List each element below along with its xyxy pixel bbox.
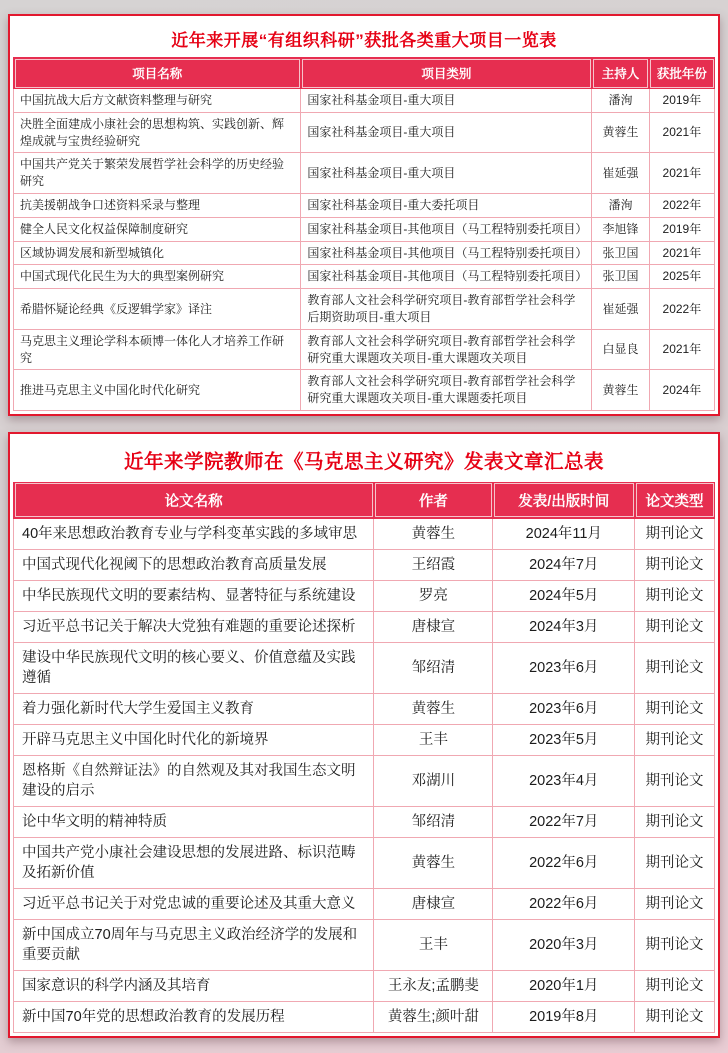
- table-cell: 2023年4月: [493, 755, 635, 806]
- table-cell: 黄蓉生: [592, 370, 649, 411]
- table-cell: 2021年: [649, 112, 714, 153]
- table-row: [14, 611, 715, 642]
- table-cell: 2023年6月: [493, 693, 635, 724]
- table-cell: 国家社科基金项目-重大项目: [301, 153, 592, 194]
- table-row: [14, 806, 715, 837]
- table-cell: 王永友;孟鹏斐: [374, 970, 493, 1001]
- table-cell: 2024年: [649, 370, 714, 411]
- header-row: [14, 482, 715, 518]
- table-row: [14, 837, 715, 888]
- table-cell: 黄蓉生: [374, 837, 493, 888]
- table-cell: 2019年8月: [493, 1001, 635, 1032]
- table-cell: 崔延强: [592, 153, 649, 194]
- table-cell: 马克思主义理论学科本硕博一体化人才培养工作研究: [14, 329, 301, 370]
- table-cell: 教育部人文社会科学研究项目-教育部哲学社会科学研究重大课题攻关项目-重大课题委托项目: [301, 370, 592, 411]
- table-cell: 2023年5月: [493, 724, 635, 755]
- table-row: [14, 217, 715, 241]
- table-cell: 期刊论文: [635, 642, 715, 693]
- table-cell: 健全人民文化权益保障制度研究: [14, 217, 301, 241]
- table-cell: 40年来思想政治教育专业与学科变革实践的多域审思: [14, 518, 374, 549]
- table-cell: 期刊论文: [635, 888, 715, 919]
- table-cell: 中国共产党关于繁荣发展哲学社会科学的历史经验研究: [14, 153, 301, 194]
- table-cell: 唐棣宣: [374, 611, 493, 642]
- table-cell: 国家社科基金项目-其他项目（马工程特别委托项目）: [301, 241, 592, 265]
- table-row: [14, 241, 715, 265]
- table-cell: 李旭锋: [592, 217, 649, 241]
- table-cell: 抗美援朝战争口述资料采录与整理: [14, 193, 301, 217]
- table-cell: 期刊论文: [635, 970, 715, 1001]
- table-cell: 黄蓉生: [592, 112, 649, 153]
- projects-table-body: [14, 89, 715, 411]
- table-cell: 期刊论文: [635, 724, 715, 755]
- table-cell: 习近平总书记关于对党忠诚的重要论述及其重大意义: [14, 888, 374, 919]
- table-cell: 建设中华民族现代文明的核心要义、价值意蕴及实践遵循: [14, 642, 374, 693]
- table-cell: 2022年: [649, 289, 714, 330]
- table-row: [14, 642, 715, 693]
- projects-table-title: 近年来开展“有组织科研”获批各类重大项目一览表: [171, 31, 557, 50]
- table-cell: 推进马克思主义中国化时代化研究: [14, 370, 301, 411]
- table-cell: 邹绍清: [374, 642, 493, 693]
- table-row: [14, 89, 715, 113]
- articles-table-body: [14, 518, 715, 1032]
- table-cell: 黄蓉生;颜叶甜: [374, 1001, 493, 1032]
- table-cell: 国家社科基金项目-其他项目（马工程特别委托项目）: [301, 265, 592, 289]
- table-row: [14, 518, 715, 549]
- table-cell: 2020年3月: [493, 919, 635, 970]
- table-row: [14, 693, 715, 724]
- table-cell: 2022年7月: [493, 806, 635, 837]
- table-cell: 期刊论文: [635, 549, 715, 580]
- table-cell: 张卫国: [592, 265, 649, 289]
- table-cell: 期刊论文: [635, 919, 715, 970]
- table-cell: 2023年6月: [493, 642, 635, 693]
- table-cell: 决胜全面建成小康社会的思想构筑、实践创新、辉煌成就与宝贵经验研究: [14, 112, 301, 153]
- table-cell: 2022年6月: [493, 888, 635, 919]
- table-cell: 黄蓉生: [374, 518, 493, 549]
- table-cell: 新中国成立70周年与马克思主义政治经济学的发展和重要贡献: [14, 919, 374, 970]
- table-cell: 习近平总书记关于解决大党独有难题的重要论述探析: [14, 611, 374, 642]
- header-row: [14, 58, 715, 89]
- table-cell: 国家社科基金项目-重大委托项目: [301, 193, 592, 217]
- table-cell: 中国共产党小康社会建设思想的发展进路、标识范畴及拓新价值: [14, 837, 374, 888]
- table-cell: 教育部人文社会科学研究项目-教育部哲学社会科学后期资助项目-重大项目: [301, 289, 592, 330]
- table-cell: 王绍霞: [374, 549, 493, 580]
- table-row: [14, 919, 715, 970]
- articles-table-header: [14, 482, 715, 518]
- table-cell: 2024年3月: [493, 611, 635, 642]
- table-cell: 王丰: [374, 919, 493, 970]
- table-row: [14, 724, 715, 755]
- table-cell: 国家社科基金项目-重大项目: [301, 112, 592, 153]
- table-cell: 着力强化新时代大学生爱国主义教育: [14, 693, 374, 724]
- table-cell: 中国抗战大后方文献资料整理与研究: [14, 89, 301, 113]
- table-cell: 希腊怀疑论经典《反逻辑学家》译注: [14, 289, 301, 330]
- table-cell: 王丰: [374, 724, 493, 755]
- column-header-paper-type: 论文类型: [635, 482, 715, 518]
- projects-card: [8, 14, 720, 416]
- table-cell: 期刊论文: [635, 580, 715, 611]
- table-row: [14, 329, 715, 370]
- table-row: [14, 970, 715, 1001]
- table-row: [14, 1001, 715, 1032]
- table-cell: 恩格斯《自然辩证法》的自然观及其对我国生态文明建设的启示: [14, 755, 374, 806]
- articles-table: [13, 482, 715, 1033]
- table-row: [14, 755, 715, 806]
- table-cell: 期刊论文: [635, 755, 715, 806]
- table-cell: 潘洵: [592, 193, 649, 217]
- projects-table-header: [14, 58, 715, 89]
- table-cell: 期刊论文: [635, 806, 715, 837]
- table-cell: 开辟马克思主义中国化时代化的新境界: [14, 724, 374, 755]
- projects-table: [13, 57, 715, 411]
- table-row: [14, 549, 715, 580]
- table-cell: 区域协调发展和新型城镇化: [14, 241, 301, 265]
- table-cell: 张卫国: [592, 241, 649, 265]
- table-cell: 中华民族现代文明的要素结构、显著特征与系统建设: [14, 580, 374, 611]
- table-row: [14, 153, 715, 194]
- articles-card: [8, 432, 720, 1038]
- table-cell: 2024年7月: [493, 549, 635, 580]
- table-row: [14, 289, 715, 330]
- column-header-author: 作者: [374, 482, 493, 518]
- column-header-project-name: 项目名称: [14, 58, 301, 89]
- table-cell: 期刊论文: [635, 611, 715, 642]
- table-cell: 新中国70年党的思想政治教育的发展历程: [14, 1001, 374, 1032]
- table-cell: 潘洵: [592, 89, 649, 113]
- table-row: [14, 193, 715, 217]
- column-header-paper-title: 论文名称: [14, 482, 374, 518]
- table-cell: 黄蓉生: [374, 693, 493, 724]
- table-cell: 2021年: [649, 153, 714, 194]
- table-cell: 2019年: [649, 217, 714, 241]
- column-header-approval-year: 获批年份: [649, 58, 714, 89]
- table-row: [14, 112, 715, 153]
- column-header-publish-date: 发表/出版时间: [493, 482, 635, 518]
- table-row: [14, 580, 715, 611]
- table-cell: 教育部人文社会科学研究项目-教育部哲学社会科学研究重大课题攻关项目-重大课题攻关项目: [301, 329, 592, 370]
- table-cell: 2019年: [649, 89, 714, 113]
- table-cell: 国家意识的科学内涵及其培育: [14, 970, 374, 1001]
- table-cell: 国家社科基金项目-重大项目: [301, 89, 592, 113]
- table-row: [14, 370, 715, 411]
- table-cell: 论中华文明的精神特质: [14, 806, 374, 837]
- table-row: [14, 888, 715, 919]
- table-cell: 期刊论文: [635, 837, 715, 888]
- table-cell: 期刊论文: [635, 693, 715, 724]
- table-row: [14, 265, 715, 289]
- column-header-leader: 主持人: [592, 58, 649, 89]
- table-cell: 崔延强: [592, 289, 649, 330]
- table-cell: 2021年: [649, 329, 714, 370]
- table-cell: 罗亮: [374, 580, 493, 611]
- table-cell: 2025年: [649, 265, 714, 289]
- table-cell: 2024年11月: [493, 518, 635, 549]
- table-cell: 中国式现代化视阈下的思想政治教育高质量发展: [14, 549, 374, 580]
- table-cell: 2022年6月: [493, 837, 635, 888]
- table-cell: 期刊论文: [635, 1001, 715, 1032]
- table-cell: 2021年: [649, 241, 714, 265]
- table-cell: 2020年1月: [493, 970, 635, 1001]
- articles-table-title: 近年来学院教师在《马克思主义研究》发表文章汇总表: [123, 450, 604, 473]
- table-cell: 2022年: [649, 193, 714, 217]
- table-cell: 邓湖川: [374, 755, 493, 806]
- table-cell: 期刊论文: [635, 518, 715, 549]
- table-cell: 白显良: [592, 329, 649, 370]
- table-cell: 2024年5月: [493, 580, 635, 611]
- table-cell: 邹绍清: [374, 806, 493, 837]
- column-header-project-category: 项目类别: [301, 58, 592, 89]
- table-cell: 唐棣宣: [374, 888, 493, 919]
- table-cell: 中国式现代化民生为大的典型案例研究: [14, 265, 301, 289]
- table-cell: 国家社科基金项目-其他项目（马工程特别委托项目）: [301, 217, 592, 241]
